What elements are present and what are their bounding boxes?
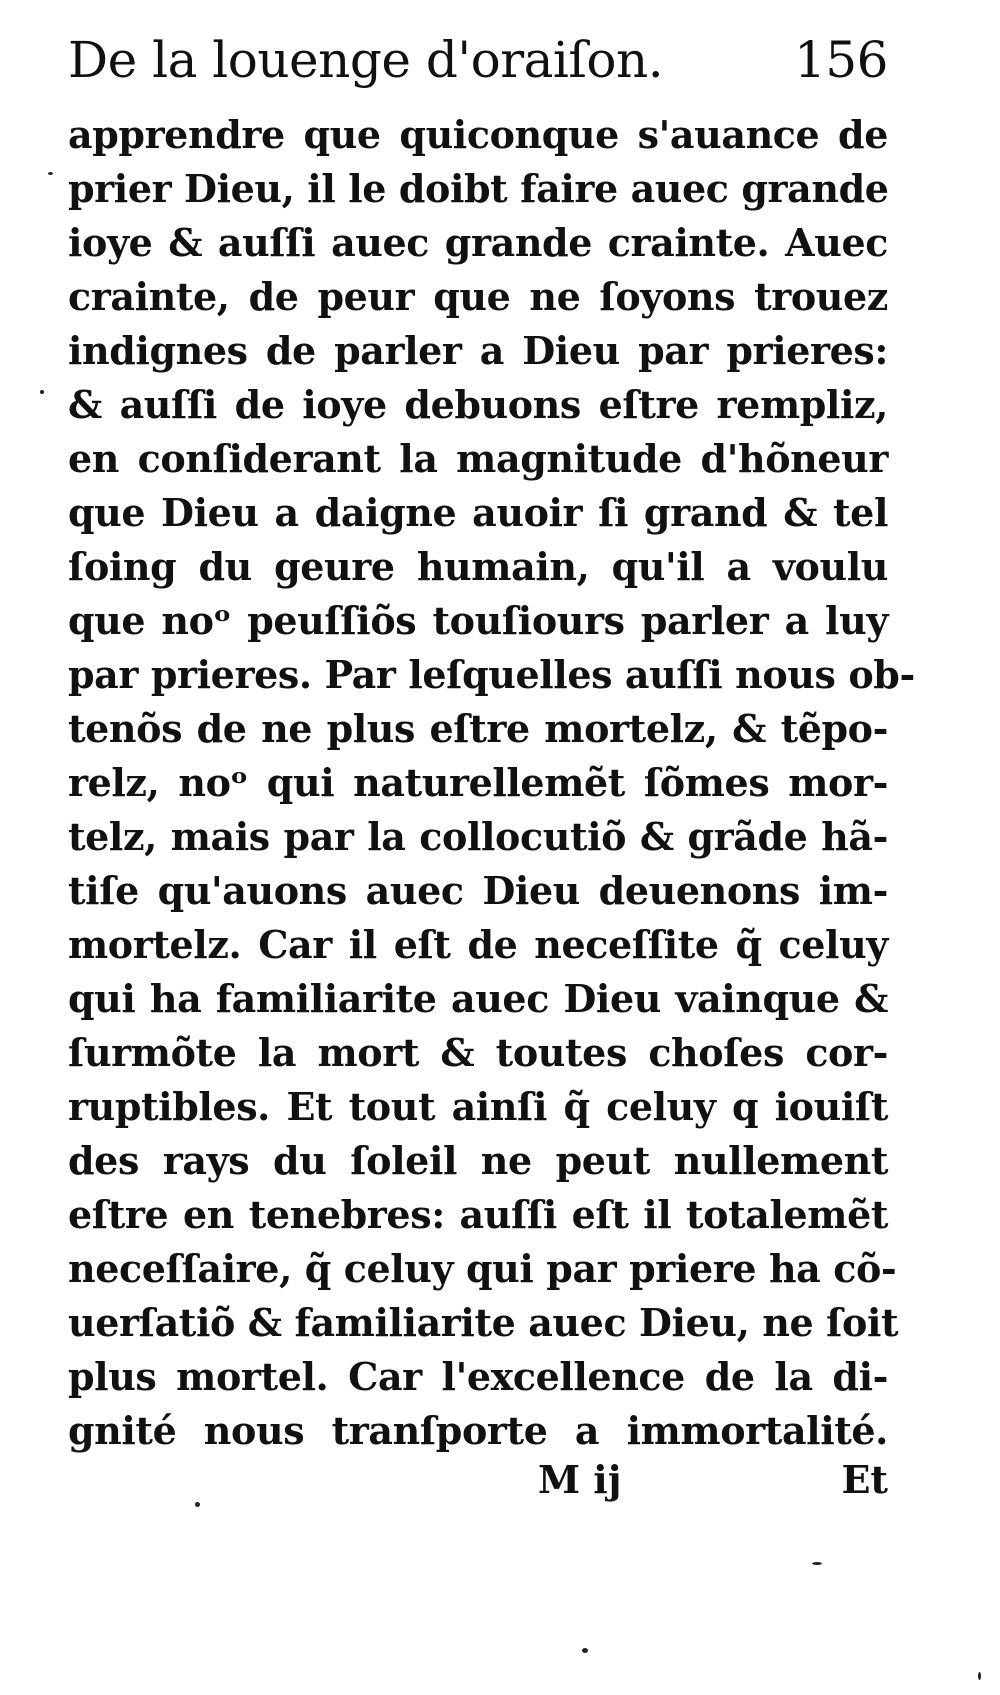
- text-line: tenõs de ne plus eſtre mortelz, & tẽpo-: [68, 706, 888, 751]
- text-line: ſurmõte la mort & toutes choſes cor-: [68, 1030, 888, 1075]
- text-line: crainte, de peur que ne ſoyons trouez: [68, 274, 888, 319]
- ink-speck: [978, 1672, 981, 1680]
- text-line: ſoing du geure humain, qu'il a voulu: [68, 544, 888, 589]
- text-line: & auſſi de ioye debuons eſtre rempliz,: [68, 382, 888, 427]
- text-line: par prieres. Par leſquelles auſſi nous ob-: [68, 652, 915, 697]
- text-line: telz, mais par la collocutiõ & grãde hã-: [68, 814, 888, 859]
- body-text: [68, 108, 915, 1458]
- text-line: eſtre en tenebres: auſſi eſt il totalemẽt: [68, 1192, 888, 1237]
- running-title: De la louenge d'oraiſon.: [68, 31, 664, 89]
- text-line: neceſſaire, q̃ celuy qui par priere ha cõ-: [68, 1246, 897, 1291]
- ink-speck: [195, 1502, 200, 1507]
- ink-speck: [40, 390, 44, 394]
- folio-number: 156: [794, 31, 888, 89]
- text-line: apprendre que quiconque s'auance de: [68, 112, 888, 157]
- text-line: prier Dieu, il le doibt faire auec grande: [68, 166, 889, 211]
- text-line: plus mortel. Car l'excellence de la di-: [68, 1354, 888, 1399]
- text-line: ioye & auſſi auec grande crainte. Auec: [68, 220, 888, 265]
- ink-speck: [48, 172, 53, 175]
- text-line: indignes de parler a Dieu par prieres:: [68, 328, 888, 373]
- signature-mark: M ij: [538, 1457, 622, 1502]
- ink-speck: [582, 1648, 588, 1653]
- text-line: ruptibles. Et tout ainſi q̃ celuy q iouiſt: [68, 1084, 888, 1129]
- text-line: mortelz. Car il eſt de neceſſite q̃ celuy: [68, 922, 888, 967]
- text-line: relz, noᵒ qui naturellemẽt ſõmes mor-: [68, 760, 888, 805]
- running-head: [68, 30, 888, 90]
- text-line: gnité nous tranſporte a immortalité.: [68, 1408, 888, 1453]
- text-line: que noᵒ peuſſiõs touſiours parler a luy: [68, 598, 888, 643]
- ink-speck: [812, 1562, 822, 1565]
- catchword: Et: [841, 1457, 888, 1502]
- page-footer: [68, 1450, 888, 1510]
- text-line: tiſe qu'auons auec Dieu deuenons im-: [68, 868, 888, 913]
- text-line: en conſiderant la magnitude d'hõneur: [68, 436, 888, 481]
- text-line: des rays du ſoleil ne peut nullement: [68, 1138, 888, 1183]
- text-line: que Dieu a daigne auoir ſi grand & tel: [68, 490, 888, 535]
- text-line: uerſatiõ & familiarite auec Dieu, ne ſoit: [68, 1300, 899, 1345]
- text-line: qui ha familiarite auec Dieu vainque &: [68, 976, 888, 1021]
